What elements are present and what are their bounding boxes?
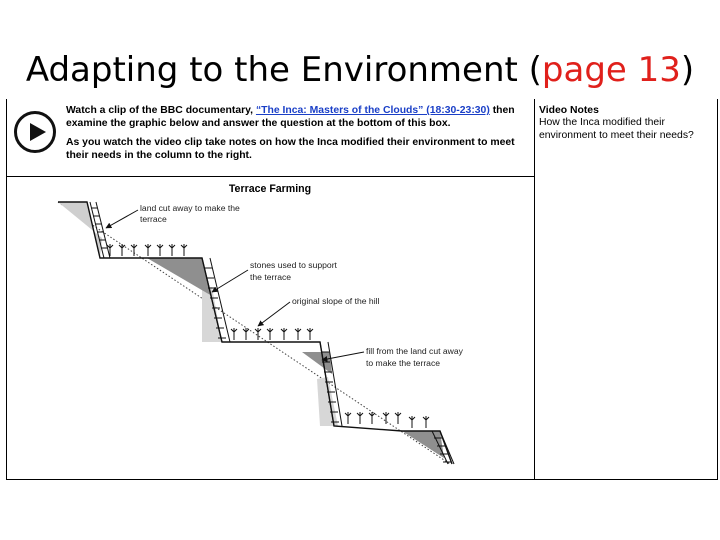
label-stones-2: the terrace xyxy=(250,272,292,282)
arrow-stones xyxy=(212,270,248,292)
arrow-slope xyxy=(258,302,290,326)
original-slope-line xyxy=(58,202,450,464)
video-notes xyxy=(539,105,714,142)
row-divider xyxy=(6,176,534,177)
instructions-notes: As you watch the video clip take notes on how the Inca modified their environment to meet their needs in the column to the right. xyxy=(66,137,515,161)
arrow-cut xyxy=(106,210,138,228)
slide-title xyxy=(0,44,720,96)
terrace-farming-diagram xyxy=(52,196,472,471)
label-fill-2: to make the terrace xyxy=(366,358,441,368)
video-notes-heading: Video Notes xyxy=(539,105,599,116)
instructions-text: Watch a clip of the BBC documentary, xyxy=(66,105,256,116)
video-notes-question: How the Inca modified their environment to meet their needs? xyxy=(539,117,694,141)
label-slope: original slope of the hill xyxy=(292,296,380,306)
stone-walls xyxy=(90,202,454,464)
slide-title-main: Adapting to the Environment ( xyxy=(25,50,542,90)
instructions-watch xyxy=(66,105,528,130)
column-divider xyxy=(534,99,535,480)
fill-region xyxy=(147,258,212,296)
fill-region xyxy=(402,431,444,458)
slide-title-page-ref: page 13 xyxy=(541,50,681,90)
slide-title-end: ) xyxy=(680,50,695,90)
fill-region xyxy=(302,352,332,374)
label-stones: stones used to support xyxy=(250,260,337,270)
play-icon[interactable] xyxy=(14,111,56,153)
label-cut-2: terrace xyxy=(140,214,167,224)
video-link[interactable]: “The Inca: Masters of the Clouds” (18:30-23:30) xyxy=(255,105,490,116)
label-cut: land cut away to make the xyxy=(140,203,240,213)
diagram-title: Terrace Farming xyxy=(228,183,312,195)
instructions xyxy=(66,105,528,169)
instructions-text-2: then examine the graphic below and answer the question at the bottom of this box. xyxy=(66,105,515,129)
label-fill: fill from the land cut away xyxy=(366,346,463,356)
cut-region xyxy=(58,202,102,258)
